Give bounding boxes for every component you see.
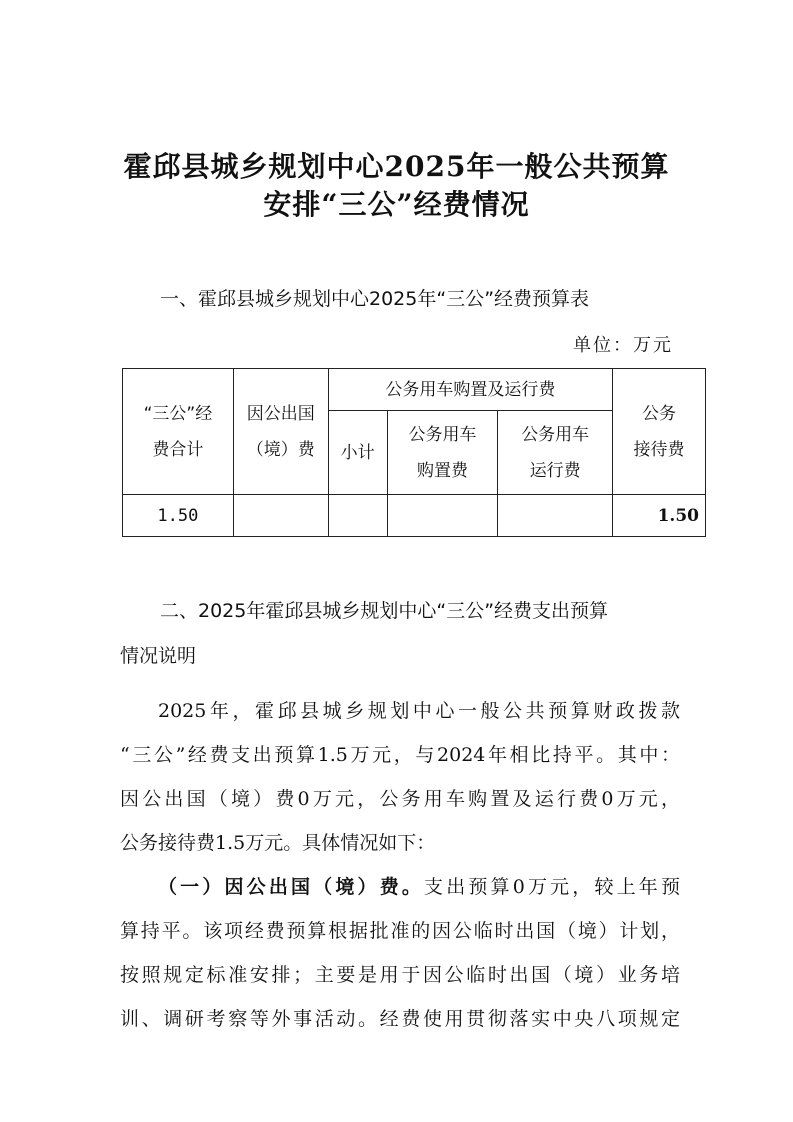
unit-label: 单位：万元 xyxy=(573,335,673,356)
value-operation xyxy=(498,495,613,537)
header-total-line1: “三公”经 xyxy=(143,403,213,424)
header-purchase-line2: 购置费 xyxy=(416,460,468,481)
header-reception-line1: 公务 xyxy=(642,403,677,424)
header-reception-cell xyxy=(613,369,706,495)
header-reception-line2: 接待费 xyxy=(633,439,685,460)
section2-heading-line2: 情况说明 xyxy=(120,645,197,667)
value-reception: 1.50 xyxy=(613,495,706,537)
para2-subheading: （一）因公出国（境）费。 xyxy=(158,876,425,898)
para2-line1 xyxy=(120,865,680,909)
header-total-cell xyxy=(123,369,234,495)
para1-line1: 2025年，霍邱县城乡规划中心一般公共预算财政拨款 xyxy=(158,700,680,722)
document-title-line1: 霍邱县城乡规划中心2025年一般公共预算 xyxy=(123,150,670,183)
header-subtotal: 小计 xyxy=(328,411,387,495)
header-vehicle-group: 公务用车购置及运行费 xyxy=(328,369,612,411)
body-text xyxy=(120,689,680,1041)
header-operation-cell xyxy=(498,411,613,495)
document-title-line2: 安排“三公”经费情况 xyxy=(263,188,530,221)
header-operation-line1: 公务用车 xyxy=(521,424,590,445)
section1-heading: 一、霍邱县城乡规划中心2025年“三公”经费预算表 xyxy=(160,288,590,310)
header-abroad-line2: （境）费 xyxy=(246,439,315,460)
value-subtotal xyxy=(328,495,387,537)
header-operation-line2: 运行费 xyxy=(529,460,581,481)
header-purchase-line1: 公务用车 xyxy=(408,424,477,445)
value-abroad xyxy=(233,495,328,537)
header-abroad-line1: 因公出国 xyxy=(246,403,315,424)
para2-line4: 训、调研考察等外事活动。经费使用贯彻落实中央八项规定 xyxy=(120,1008,680,1030)
header-total-line2: 费合计 xyxy=(152,439,204,460)
para1-line3: 因公出国（境）费0万元，公务用车购置及运行费0万元， xyxy=(120,788,680,810)
para1-line2: “三公”经费支出预算1.5万元，与2024年相比持平。其中： xyxy=(120,744,680,766)
para1-line4: 公务接待费1.5万元。具体情况如下： xyxy=(120,832,436,854)
para2-line1-rest: 支出预算0万元，较上年预 xyxy=(424,876,680,898)
header-abroad-cell xyxy=(233,369,328,495)
budget-table xyxy=(122,368,706,537)
value-purchase xyxy=(387,495,498,537)
value-total: 1.50 xyxy=(123,495,234,537)
section2-heading-line1: 二、2025年霍邱县城乡规划中心“三公”经费支出预算 xyxy=(160,600,609,622)
para2-line3: 按照规定标准安排；主要是用于因公临时出国（境）业务培 xyxy=(120,964,680,986)
header-purchase-cell xyxy=(387,411,498,495)
para2-line2: 算持平。该项经费预算根据批准的因公临时出国（境）计划， xyxy=(120,920,680,942)
